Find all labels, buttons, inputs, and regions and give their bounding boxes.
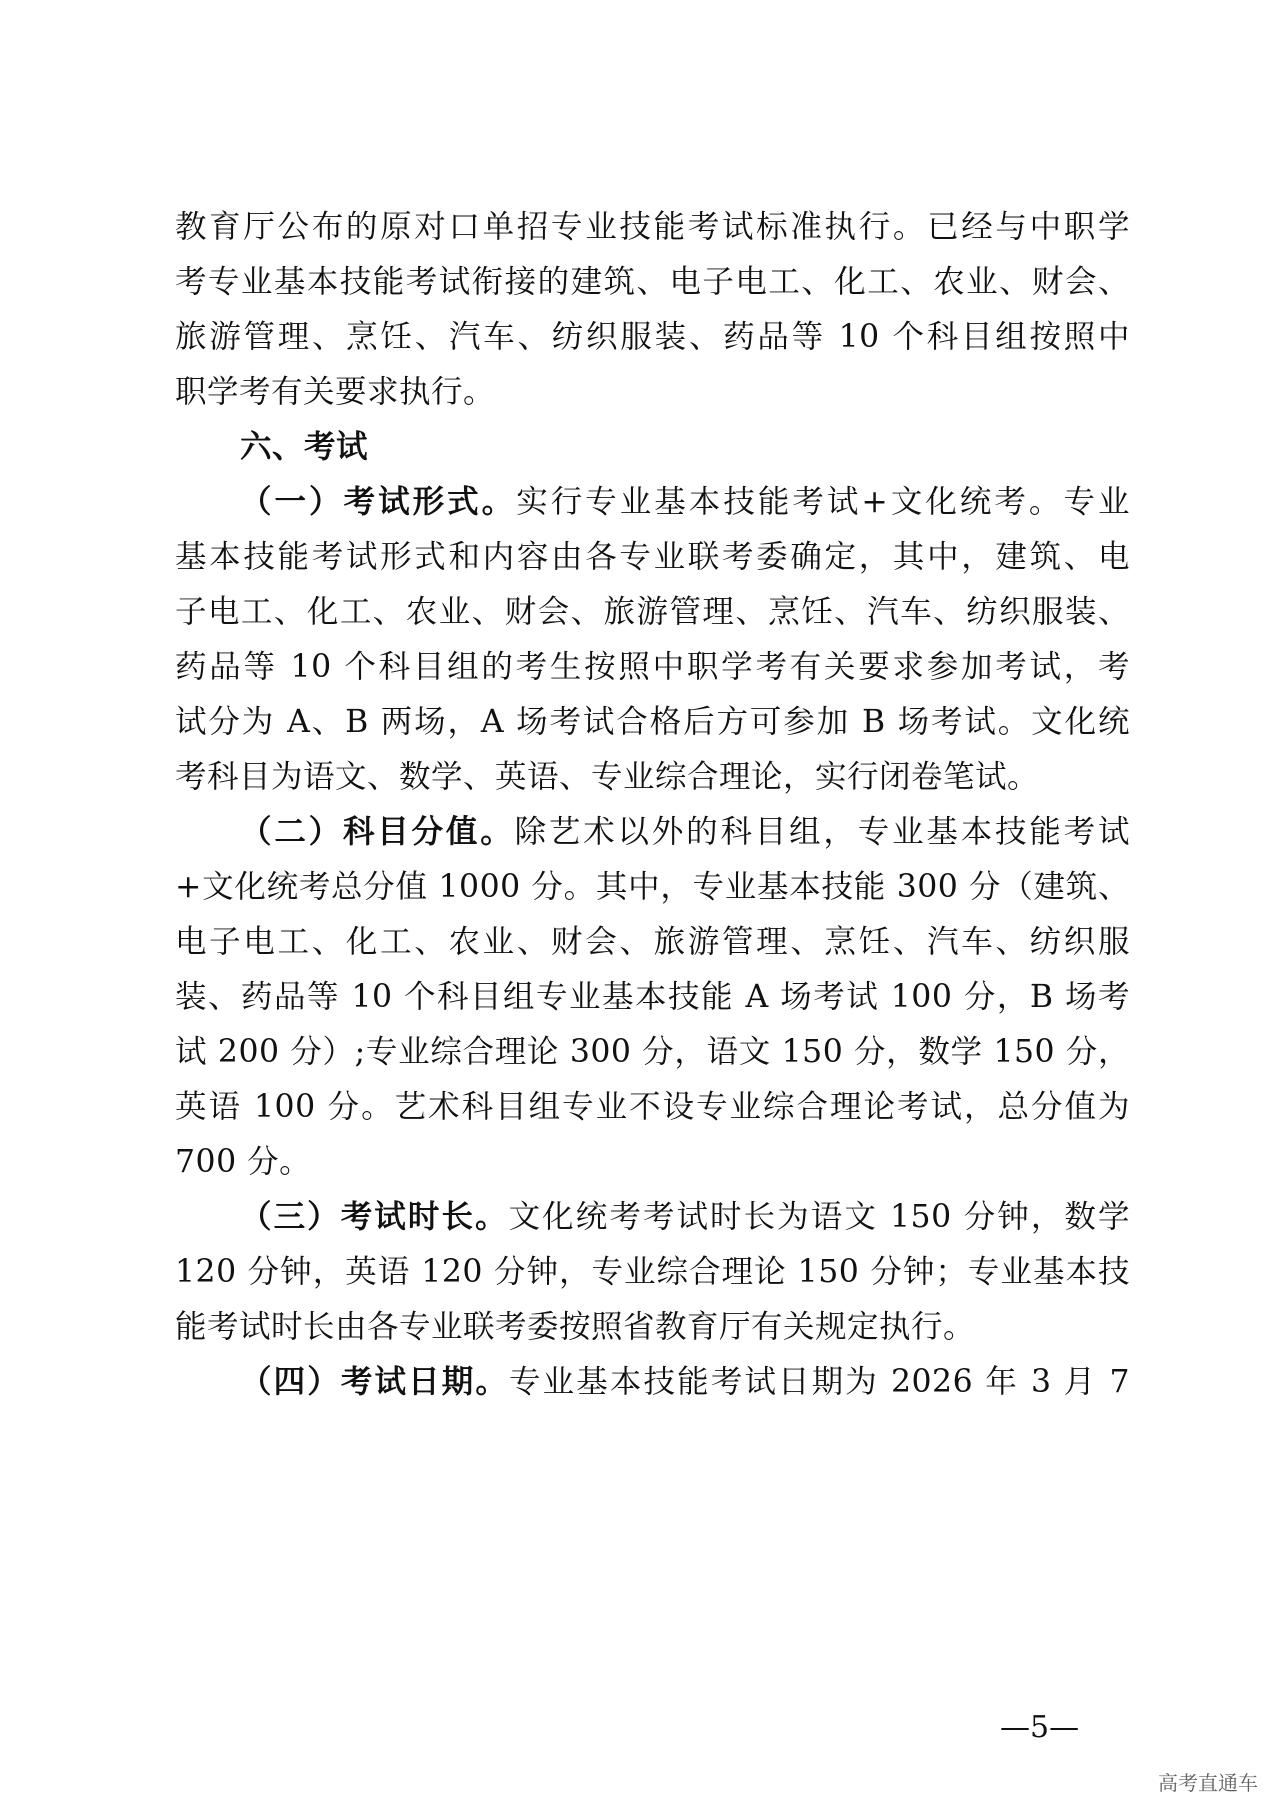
paragraph-text: 专业基本技能考试日期为 2026 年 3 月 7 <box>508 1364 1130 1400</box>
body-line: 英语 100 分。艺术科目组专业不设专业综合理论考试，总分值为 <box>175 1089 1130 1125</box>
paragraph-first-line <box>240 1197 1130 1237</box>
body-line: +文化统考总分值 1000 分。其中，专业基本技能 300 分（建筑、 <box>175 869 1130 905</box>
body-line: 装、药品等 10 个科目组专业基本技能 A 场考试 100 分，B 场考 <box>175 979 1130 1015</box>
body-line: 试分为 A、B 两场，A 场考试合格后方可参加 B 场考试。文化统 <box>175 704 1130 740</box>
paragraph-text: 除艺术以外的科目组，专业基本技能考试 <box>514 814 1130 850</box>
body-line: 职学考有关要求执行。 <box>175 374 496 410</box>
body-line: 基本技能考试形式和内容由各专业联考委确定，其中，建筑、电 <box>175 539 1130 575</box>
body-line: 电子电工、化工、农业、财会、旅游管理、烹饪、汽车、纺织服 <box>175 924 1130 960</box>
paragraph-lead: （二）科目分值。 <box>240 813 515 850</box>
page-number: —5— <box>1000 1710 1080 1745</box>
body-line: 700 分。 <box>175 1144 312 1180</box>
paragraph-first-line <box>240 812 1130 852</box>
paragraph-text: 文化统考考试时长为语文 150 分钟，数学 <box>508 1199 1130 1235</box>
body-line: 教育厅公布的原对口单招专业技能考试标准执行。已经与中职学 <box>175 209 1130 245</box>
body-line: 考专业基本技能考试衔接的建筑、电子电工、化工、农业、财会、 <box>175 264 1130 300</box>
body-line: 旅游管理、烹饪、汽车、纺织服装、药品等 10 个科目组按照中 <box>175 319 1130 355</box>
body-line: 药品等 10 个科目组的考生按照中职学考有关要求参加考试，考 <box>175 649 1130 685</box>
body-line: 能考试时长由各专业联考委按照省教育厅有关规定执行。 <box>175 1309 976 1345</box>
body-line: 子电工、化工、农业、财会、旅游管理、烹饪、汽车、纺织服装、 <box>175 594 1130 630</box>
paragraph-lead: （四）考试日期。 <box>240 1363 509 1400</box>
paragraph-first-line <box>240 1362 1130 1402</box>
body-line: 120 分钟，英语 120 分钟，专业综合理论 150 分钟；专业基本技 <box>175 1254 1130 1290</box>
paragraph-lead: （三）考试时长。 <box>240 1198 509 1235</box>
paragraph-lead: （一）考试形式。 <box>240 483 517 520</box>
paragraph-first-line <box>240 482 1130 522</box>
section-heading: 六、考试 <box>240 428 369 465</box>
body-line: 考科目为语文、数学、英语、专业综合理论，实行闭卷笔试。 <box>175 759 1040 795</box>
paragraph-text: 实行专业基本技能考试+文化统考。专业 <box>516 484 1130 520</box>
watermark: 高考直通车 <box>1158 1771 1258 1795</box>
body-line: 试 200 分）;专业综合理论 300 分，语文 150 分，数学 150 分， <box>175 1034 1130 1070</box>
